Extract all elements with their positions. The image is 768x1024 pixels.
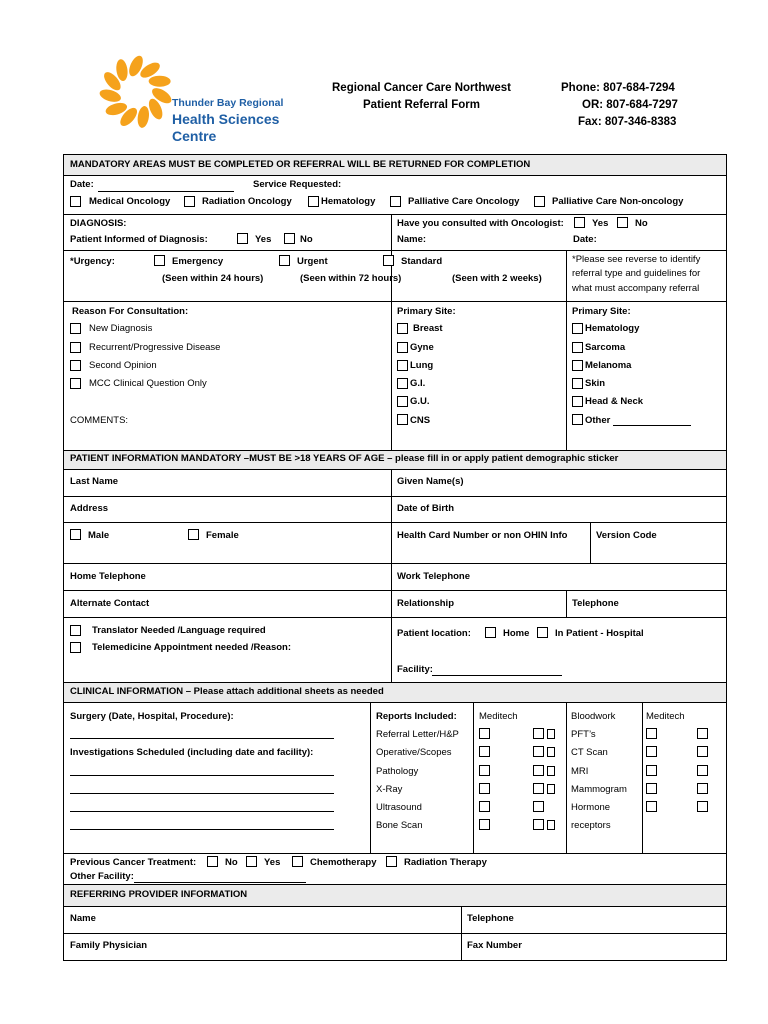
alternate-contact-label: Alternate Contact bbox=[70, 598, 150, 609]
fax-number: Fax: 807-346-8383 bbox=[578, 116, 677, 128]
meditech-xray-checkbox[interactable] bbox=[533, 783, 544, 794]
report-ultrasound: Ultrasound bbox=[376, 802, 422, 813]
radiation-therapy-checkbox[interactable] bbox=[386, 856, 397, 867]
diagnosis-label: DIAGNOSIS: bbox=[70, 218, 127, 229]
sarcoma-label: Sarcoma bbox=[585, 342, 626, 353]
palliative-non-oncology-label: Palliative Care Non-oncology bbox=[552, 196, 684, 207]
meditech-ct-checkbox[interactable] bbox=[697, 746, 708, 757]
dob-label: Date of Birth bbox=[397, 503, 454, 514]
hematology-site-checkbox[interactable] bbox=[572, 323, 583, 334]
patient-info-banner: PATIENT INFORMATION MANDATORY –MUST BE >18 YEARS OF AGE – please fill in or apply patient demographic sticker bbox=[70, 453, 619, 464]
location-inpatient-label: In Patient - Hospital bbox=[555, 628, 644, 639]
given-names-label: Given Name(s) bbox=[397, 476, 464, 487]
clinical-info-banner: CLINICAL INFORMATION – Please attach additional sheets as needed bbox=[70, 686, 384, 697]
urgency-label: *Urgency: bbox=[70, 256, 115, 267]
org-name-line1: Thunder Bay Regional bbox=[172, 97, 284, 109]
standard-checkbox[interactable] bbox=[383, 255, 394, 266]
standard-note: (Seen with 2 weeks) bbox=[452, 273, 542, 284]
previous-treatment-label: Previous Cancer Treatment: bbox=[70, 857, 197, 868]
org-name-line3: Centre bbox=[172, 128, 217, 144]
reverse-note-line3: what must accompany referral bbox=[572, 283, 700, 294]
date-field[interactable] bbox=[98, 191, 234, 192]
cns-checkbox[interactable] bbox=[397, 414, 408, 425]
meditech-referral-checkbox[interactable] bbox=[533, 728, 544, 739]
bloodwork-mri: MRI bbox=[571, 766, 589, 777]
cns-label: CNS bbox=[410, 415, 431, 426]
consulted-yes-checkbox[interactable] bbox=[574, 217, 585, 228]
breast-checkbox[interactable] bbox=[397, 323, 408, 334]
date-label: Date: bbox=[70, 179, 94, 190]
location-inpatient-checkbox[interactable] bbox=[537, 627, 548, 638]
new-diagnosis-checkbox[interactable] bbox=[70, 323, 81, 334]
telemedicine-checkbox[interactable] bbox=[70, 642, 81, 653]
hormone-checkbox[interactable] bbox=[646, 801, 657, 812]
report-referral-letter: Referral Letter/H&P bbox=[376, 729, 459, 740]
medical-oncology-checkbox[interactable] bbox=[70, 196, 81, 207]
phone-number: Phone: 807-684-7294 bbox=[561, 82, 675, 94]
hematology-service-label: Hematology bbox=[321, 196, 376, 207]
meditech-referral-small-checkbox[interactable] bbox=[547, 729, 555, 739]
provider-telephone-label: Telephone bbox=[467, 913, 514, 924]
meditech-operative-small-checkbox[interactable] bbox=[547, 747, 555, 757]
surgery-label: Surgery (Date, Hospital, Procedure): bbox=[70, 711, 234, 722]
investigation-line-4[interactable] bbox=[70, 829, 334, 830]
bloodwork-mammogram: Mammogram bbox=[571, 784, 627, 795]
female-checkbox[interactable] bbox=[188, 529, 199, 540]
skin-label: Skin bbox=[585, 378, 606, 389]
meditech-label-2: Meditech bbox=[646, 711, 685, 722]
informed-no-label: No bbox=[300, 234, 313, 245]
location-home-checkbox[interactable] bbox=[485, 627, 496, 638]
radiation-oncology-checkbox[interactable] bbox=[184, 196, 195, 207]
form-title: Patient Referral Form bbox=[363, 99, 480, 111]
palliative-oncology-label: Palliative Care Oncology bbox=[408, 196, 520, 207]
logo bbox=[96, 52, 296, 147]
patient-location-label: Patient location: bbox=[397, 628, 471, 639]
new-diagnosis-label: New Diagnosis bbox=[89, 323, 153, 334]
meditech-pft-checkbox[interactable] bbox=[697, 728, 708, 739]
facility-field[interactable] bbox=[432, 675, 562, 676]
last-name-label: Last Name bbox=[70, 476, 119, 487]
urgent-checkbox[interactable] bbox=[279, 255, 290, 266]
consulted-label: Have you consulted with Oncologist: bbox=[397, 218, 564, 229]
informed-yes-checkbox[interactable] bbox=[237, 233, 248, 244]
provider-name-label: Name bbox=[70, 913, 96, 924]
meditech-xray-small-checkbox[interactable] bbox=[547, 784, 555, 794]
bloodwork-label: Bloodwork bbox=[571, 711, 616, 722]
meditech-mri-checkbox[interactable] bbox=[697, 765, 708, 776]
translator-checkbox[interactable] bbox=[70, 625, 81, 636]
gi-checkbox[interactable] bbox=[397, 378, 408, 389]
report-pathology: Pathology bbox=[376, 766, 419, 777]
logo-petal bbox=[136, 105, 150, 128]
head-neck-checkbox[interactable] bbox=[572, 396, 583, 407]
report-operative-checkbox[interactable] bbox=[479, 746, 490, 757]
recurrent-checkbox[interactable] bbox=[70, 342, 81, 353]
recurrent-label: Recurrent/Progressive Disease bbox=[89, 342, 221, 353]
version-code-label: Version Code bbox=[596, 530, 657, 541]
hematology-site-label: Hematology bbox=[585, 323, 640, 334]
melanoma-checkbox[interactable] bbox=[572, 360, 583, 371]
contact-telephone-label: Telephone bbox=[572, 598, 619, 609]
reports-included-label: Reports Included: bbox=[376, 711, 457, 722]
standard-label: Standard bbox=[401, 256, 443, 267]
emergency-checkbox[interactable] bbox=[154, 255, 165, 266]
informed-no-checkbox[interactable] bbox=[284, 233, 295, 244]
address-label: Address bbox=[70, 503, 109, 514]
work-telephone-label: Work Telephone bbox=[397, 571, 471, 582]
bloodwork-ct: CT Scan bbox=[571, 747, 608, 758]
meditech-pathology-checkbox[interactable] bbox=[533, 765, 544, 776]
second-opinion-label: Second Opinion bbox=[89, 360, 157, 371]
urgent-label: Urgent bbox=[297, 256, 328, 267]
surgery-field[interactable] bbox=[70, 738, 334, 739]
male-checkbox[interactable] bbox=[70, 529, 81, 540]
other-facility-field[interactable] bbox=[134, 882, 306, 883]
gi-label: G.I. bbox=[410, 378, 426, 389]
org-name-line2: Health Sciences bbox=[172, 111, 280, 127]
prev-no-label: No bbox=[225, 857, 238, 868]
gu-label: G.U. bbox=[410, 396, 430, 407]
meditech-pathology-small-checkbox[interactable] bbox=[547, 766, 555, 776]
report-bone-scan-checkbox[interactable] bbox=[479, 819, 490, 830]
logo-petal bbox=[115, 58, 129, 81]
prev-no-checkbox[interactable] bbox=[207, 856, 218, 867]
meditech-operative-checkbox[interactable] bbox=[533, 746, 544, 757]
facility-label: Facility: bbox=[397, 664, 433, 675]
gu-checkbox[interactable] bbox=[397, 396, 408, 407]
other-site-label: Other bbox=[585, 415, 611, 426]
report-operative: Operative/Scopes bbox=[376, 747, 452, 758]
investigation-line-3[interactable] bbox=[70, 811, 334, 812]
primary-site-label-1: Primary Site: bbox=[397, 306, 456, 317]
provider-info-banner: REFERRING PROVIDER INFORMATION bbox=[70, 889, 248, 900]
consult-date-label: Date: bbox=[573, 234, 597, 245]
comments-label: COMMENTS: bbox=[70, 415, 129, 426]
consulted-yes-label: Yes bbox=[592, 218, 609, 229]
logo-petal bbox=[149, 76, 171, 87]
mandatory-banner: MANDATORY AREAS MUST BE COMPLETED OR REFERRAL WILL BE RETURNED FOR COMPLETION bbox=[70, 159, 531, 170]
pft-checkbox[interactable] bbox=[646, 728, 657, 739]
reason-label: Reason For Consultation: bbox=[72, 306, 189, 317]
translator-label: Translator Needed /Language required bbox=[92, 625, 266, 636]
mcc-question-label: MCC Clinical Question Only bbox=[89, 378, 207, 389]
mri-checkbox[interactable] bbox=[646, 765, 657, 776]
sarcoma-checkbox[interactable] bbox=[572, 342, 583, 353]
report-bone-scan: Bone Scan bbox=[376, 820, 423, 831]
breast-label: Breast bbox=[413, 323, 443, 334]
meditech-ultrasound-checkbox[interactable] bbox=[533, 801, 544, 812]
investigations-label: Investigations Scheduled (including date and facility): bbox=[70, 747, 314, 758]
investigation-line-1[interactable] bbox=[70, 775, 334, 776]
meditech-mammogram-checkbox[interactable] bbox=[697, 783, 708, 794]
lung-checkbox[interactable] bbox=[397, 360, 408, 371]
phone-alt: OR: 807-684-7297 bbox=[582, 99, 678, 111]
service-requested-label: Service Requested: bbox=[253, 179, 342, 190]
other-site-checkbox[interactable] bbox=[572, 414, 583, 425]
prev-yes-checkbox[interactable] bbox=[246, 856, 257, 867]
chemotherapy-checkbox[interactable] bbox=[292, 856, 303, 867]
relationship-label: Relationship bbox=[397, 598, 455, 609]
mcc-question-checkbox[interactable] bbox=[70, 378, 81, 389]
meditech-label-1: Meditech bbox=[479, 711, 518, 722]
health-card-label: Health Card Number or non OHIN Info bbox=[397, 530, 568, 541]
informed-yes-label: Yes bbox=[255, 234, 272, 245]
bloodwork-pft: PFT’s bbox=[571, 729, 596, 740]
medical-oncology-label: Medical Oncology bbox=[89, 196, 171, 207]
program-name: Regional Cancer Care Northwest bbox=[332, 82, 511, 94]
reverse-note-line1: *Please see reverse to identify bbox=[572, 254, 701, 265]
report-referral-checkbox[interactable] bbox=[479, 728, 490, 739]
report-ultrasound-checkbox[interactable] bbox=[479, 801, 490, 812]
mammogram-checkbox[interactable] bbox=[646, 783, 657, 794]
other-site-field[interactable] bbox=[613, 425, 691, 426]
gyne-checkbox[interactable] bbox=[397, 342, 408, 353]
oncologist-name-label: Name: bbox=[397, 234, 427, 245]
report-xray: X-Ray bbox=[376, 784, 403, 795]
radiation-oncology-label: Radiation Oncology bbox=[202, 196, 292, 207]
reverse-note-line2: referral type and guidelines for bbox=[572, 268, 701, 279]
ct-checkbox[interactable] bbox=[646, 746, 657, 757]
report-pathology-checkbox[interactable] bbox=[479, 765, 490, 776]
investigation-line-2[interactable] bbox=[70, 793, 334, 794]
palliative-oncology-checkbox[interactable] bbox=[390, 196, 401, 207]
skin-checkbox[interactable] bbox=[572, 378, 583, 389]
family-physician-label: Family Physician bbox=[70, 940, 148, 951]
telemedicine-label: Telemedicine Appointment needed /Reason: bbox=[92, 642, 292, 653]
home-telephone-label: Home Telephone bbox=[70, 571, 146, 582]
head-neck-label: Head & Neck bbox=[585, 396, 644, 407]
bloodwork-hormone: Hormone bbox=[571, 802, 611, 813]
meditech-hormone-checkbox[interactable] bbox=[697, 801, 708, 812]
emergency-note: (Seen within 24 hours) bbox=[162, 273, 264, 284]
consulted-no-label: No bbox=[635, 218, 648, 229]
melanoma-label: Melanoma bbox=[585, 360, 632, 371]
lung-label: Lung bbox=[410, 360, 434, 371]
report-xray-checkbox[interactable] bbox=[479, 783, 490, 794]
location-home-label: Home bbox=[503, 628, 530, 639]
urgent-note: (Seen within 72 hours) bbox=[300, 273, 402, 284]
primary-site-label-2: Primary Site: bbox=[572, 306, 631, 317]
prev-yes-label: Yes bbox=[264, 857, 281, 868]
radiation-therapy-label: Radiation Therapy bbox=[404, 857, 487, 868]
consulted-no-checkbox[interactable] bbox=[617, 217, 628, 228]
sunburst-logo-icon bbox=[96, 52, 176, 132]
gyne-label: Gyne bbox=[410, 342, 434, 353]
hematology-service-checkbox[interactable] bbox=[308, 196, 319, 207]
other-facility-label: Other Facility: bbox=[70, 871, 134, 882]
male-label: Male bbox=[88, 530, 110, 541]
second-opinion-checkbox[interactable] bbox=[70, 360, 81, 371]
informed-label: Patient Informed of Diagnosis: bbox=[70, 234, 208, 245]
meditech-bone-scan-checkbox[interactable] bbox=[533, 819, 544, 830]
fax-number-label: Fax Number bbox=[467, 940, 522, 951]
female-label: Female bbox=[206, 530, 239, 541]
bloodwork-receptors: receptors bbox=[571, 820, 611, 831]
meditech-bone-scan-small-checkbox[interactable] bbox=[547, 820, 555, 830]
palliative-non-oncology-checkbox[interactable] bbox=[534, 196, 545, 207]
chemotherapy-label: Chemotherapy bbox=[310, 857, 377, 868]
emergency-label: Emergency bbox=[172, 256, 224, 267]
